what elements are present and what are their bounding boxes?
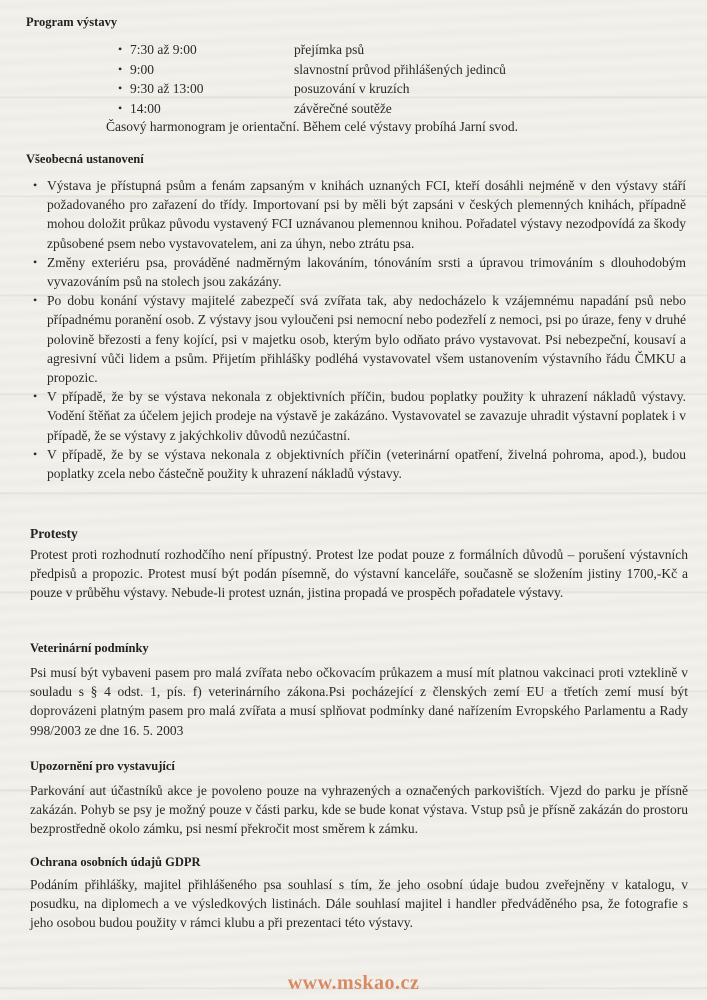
notice-heading: Upozornění pro vystavující [30, 759, 175, 773]
general-rules-list [30, 176, 686, 483]
rule-item: • Změny exteriéru psa, prováděné nadměrným lakováním, tónováním srsti a úpravou trimováním s dlouhodobým vyvazováním psů na stolech jsou zakázány. [30, 253, 686, 291]
footer-website-link[interactable]: www.mskao.cz [287, 972, 420, 994]
rule-item: • Výstava je přístupná psům a fenám zapsaným v knihách uznaných FCI, kteří dosáhli nejméně v den výstavy stáří požadovaného pro zařazení do třídy. Importovaní psi by měli být zapsáni v českých plemenných knihách, případně mohou doložit průkaz původu vystavený FCI uznávanou plemennou knihou. Pořadatel výstavy nezodpovídá za škody způsobené psem nebo vystavovatelem, ani za úhyn, nebo ztrátu psa. [30, 176, 686, 253]
program-heading: Program výstavy [26, 15, 118, 29]
gdpr-heading: Ochrana osobních údajů GDPR [30, 855, 201, 869]
vet-text: Psi musí být vybaveni pasem pro malá zvířata nebo očkovacím průkazem a musí mít platnou vakcinaci proti vzteklině v souladu s § 4 odst. 1, pís. f) veterinárního zákona.Psi pocházející z členských zemí EU a třetích zemí musí být doprovázeni platným pasem pro malá zvířata a musí splňovat podmínky dané nařízením Evropského Parlamentu a Rady 998/2003 ze dne 16. 5. 2003 [30, 665, 688, 738]
document-page: Program výstavy 7:30 až 9:00 přejímka psů 9:00 slavnostní průvod přihlášených jedinců 9:30 až 13:00 posuzování v kruzích 14:00 závěrečné soutěže Časový harmonogram je orientační. Během celé výstavy probíhá Jarní svod. Všeobecná ustanovení • Výstava je přístupná psům a fenám zapsaným v knihách uznaných FCI, kteří dosáhli nejméně v den výstavy stáří požadovaného pro zařazení do třídy. Importovaní psi by měli být zapsáni v českých plemenných knihách, případně mohou doložit průkaz původu vystavený FCI uznávanou plemennou knihou. Pořadatel výstavy nezodpovídá za škody způsobené psem nebo vystavovatelem, ani za úhyn, nebo ztrátu psa. • Změny exteriéru psa, prováděné nadměrným lakováním, tónováním srsti a úpravou trimováním s dlouhodobým vyvazováním psů na stolech jsou zakázány. • Po dobu konání výstavy majitelé zabezpečí svá zvířata tak, aby nedocházelo k vzájemnému napadání psů nebo případnému poranění osob. Z výstavy jsou vyloučeni psi nemocní nebo podezřelí z nemoci, psi po úraze, feny v druhé polovině březosti a feny kojící, psi v majetku osob, kterým bylo odňato právo vystavovat. Psi nebezpeční, kousaví a agresivní vůči lidem a psům. Přijetím přihlášky podléhá vystavovatel všem ustanovením výstavního řádu ČMKU a propozic. • V případě, že by se výstava nekonala z objektivních příčin, budou poplatky použity k uhrazení nákladů výstavy. Vodění štěňat za účelem jejich prodeje na výstavě je zakázáno. Vystavovatel se zavazuje uhradit výstavní poplatek i v případě, že se výstavy z jakýchkoliv důvodů nezúčastní. • V případě, že by se výstava nekonala z objektivních příčin (veterinární opatření, živelná pohroma, apod.), budou poplatky zcela nebo částečně použity k uhrazení nákladů výstavy. Protesty Protest proti rozhodnutí rozhodčího není přípustný. Protest lze podat pouze z formálních důvodů – porušení výstavních předpisů a propozic. Protest musí být podán písemně, do výstavní kanceláře, současně se složením jistiny 1700,-Kč a pouze v průběhu výstavy. Nebude-li protest uznán, jistina propadá ve prospěch pořadatele výstavy. Veterinární podmínky Psi musí být vybaveni pasem pro malá zvířata nebo očkovacím průkazem a musí mít platnou vakcinaci proti vzteklině v souladu s § 4 odst. 1, pís. f) veterinárního zákona.Psi pocházející z členských zemí EU a třetích zemí musí být doprovázeni platným pasem pro malá zvířata a musí splňovat podmínky dané nařízením Evropského Parlamentu a Rady 998/2003 ze dne 16. 5. 2003 Upozornění pro vystavující Parkování aut účastníků akce je povoleno pouze na vyhrazených a označených parkovištích. Vjezd do parku je přísně zakázán. Pohyb se psy je možný pouze v části parku, kde se bude konat výstava. Vstup psů je přísně zakázán do prostoru bezprostředně okolo zámku, psi nesmí překročit most směrem k zámku. Ochrana osobních údajů GDPR Podáním přihlášky, majitel přihlášeného psa souhlasí s tím, že jeho osobní údaje budou zveřejněny v katalogu, v posudku, na diplomech a ve výsledkových listinách. Dále souhlasí majitel i handler předváděného psa, že fotografie s jeho osobou budou použity v rámci klubu a při prezentaci této výstavy. www.mskao.cz [0, 0, 707, 1000]
rule-item: • Po dobu konání výstavy majitelé zabezpečí svá zvířata tak, aby nedocházelo k vzájemnému napadání psů nebo případnému poranění osob. Z výstavy jsou vyloučeni psi nemocní nebo podezřelí z nemoci, psi po úraze, feny v druhé polovině březosti a feny kojící, psi v majetku osob, kterým bylo odňato právo vystavovat. Psi nebezpeční, kousaví a agresivní vůči lidem a psům. Přijetím přihlášky podléhá vystavovatel všem ustanovením výstavního řádu ČMKU a propozic. [30, 291, 686, 387]
protests-text: Protest proti rozhodnutí rozhodčího není přípustný. Protest lze podat pouze z formálních důvodů – porušení výstavních předpisů a propozic. Protest musí být podán písemně, do výstavní kanceláře, současně se složením jistiny 1700,-Kč a pouze v průběhu výstavy. Nebude-li protest uznán, jistina propadá ve prospěch pořadatele výstavy. [30, 547, 688, 601]
rule-item: • V případě, že by se výstava nekonala z objektivních příčin, budou poplatky použity k uhrazení nákladů výstavy. Vodění štěňat za účelem jejich prodeje na výstavě je zakázáno. Vystavovatel se zavazuje uhradit výstavní poplatek i v případě, že se výstavy z jakýchkoliv důvodů nezúčastní. [30, 387, 686, 445]
schedule-note: Časový harmonogram je orientační. Během celé výstavy probíhá Jarní svod. [106, 119, 519, 134]
vet-heading: Veterinární podmínky [30, 641, 149, 655]
gdpr-text: Podáním přihlášky, majitel přihlášeného psa souhlasí s tím, že jeho osobní údaje budou zveřejněny v katalogu, v posudku, na diplomech a ve výsledkových listinách. Dále souhlasí majitel i handler předváděného psa, že fotografie s jeho osobou budou použity v rámci klubu a při prezentaci této výstavy. [30, 877, 688, 931]
protests-heading: Protesty [30, 526, 78, 541]
rule-item: • V případě, že by se výstava nekonala z objektivních příčin (veterinární opatření, živelná pohroma, apod.), budou poplatky zcela nebo částečně použity k uhrazení nákladů výstavy. [30, 445, 686, 483]
general-heading: Všeobecná ustanovení [26, 152, 144, 166]
notice-text: Parkování aut účastníků akce je povoleno pouze na vyhrazených a označených parkovištích. Vjezd do parku je přísně zakázán. Pohyb se psy je možný pouze v části parku, kde se bude konat výstava. Vstup psů je přísně zakázán do prostoru bezprostředně okolo zámku, psi nesmí překročit most směrem k zámku. [30, 783, 688, 837]
